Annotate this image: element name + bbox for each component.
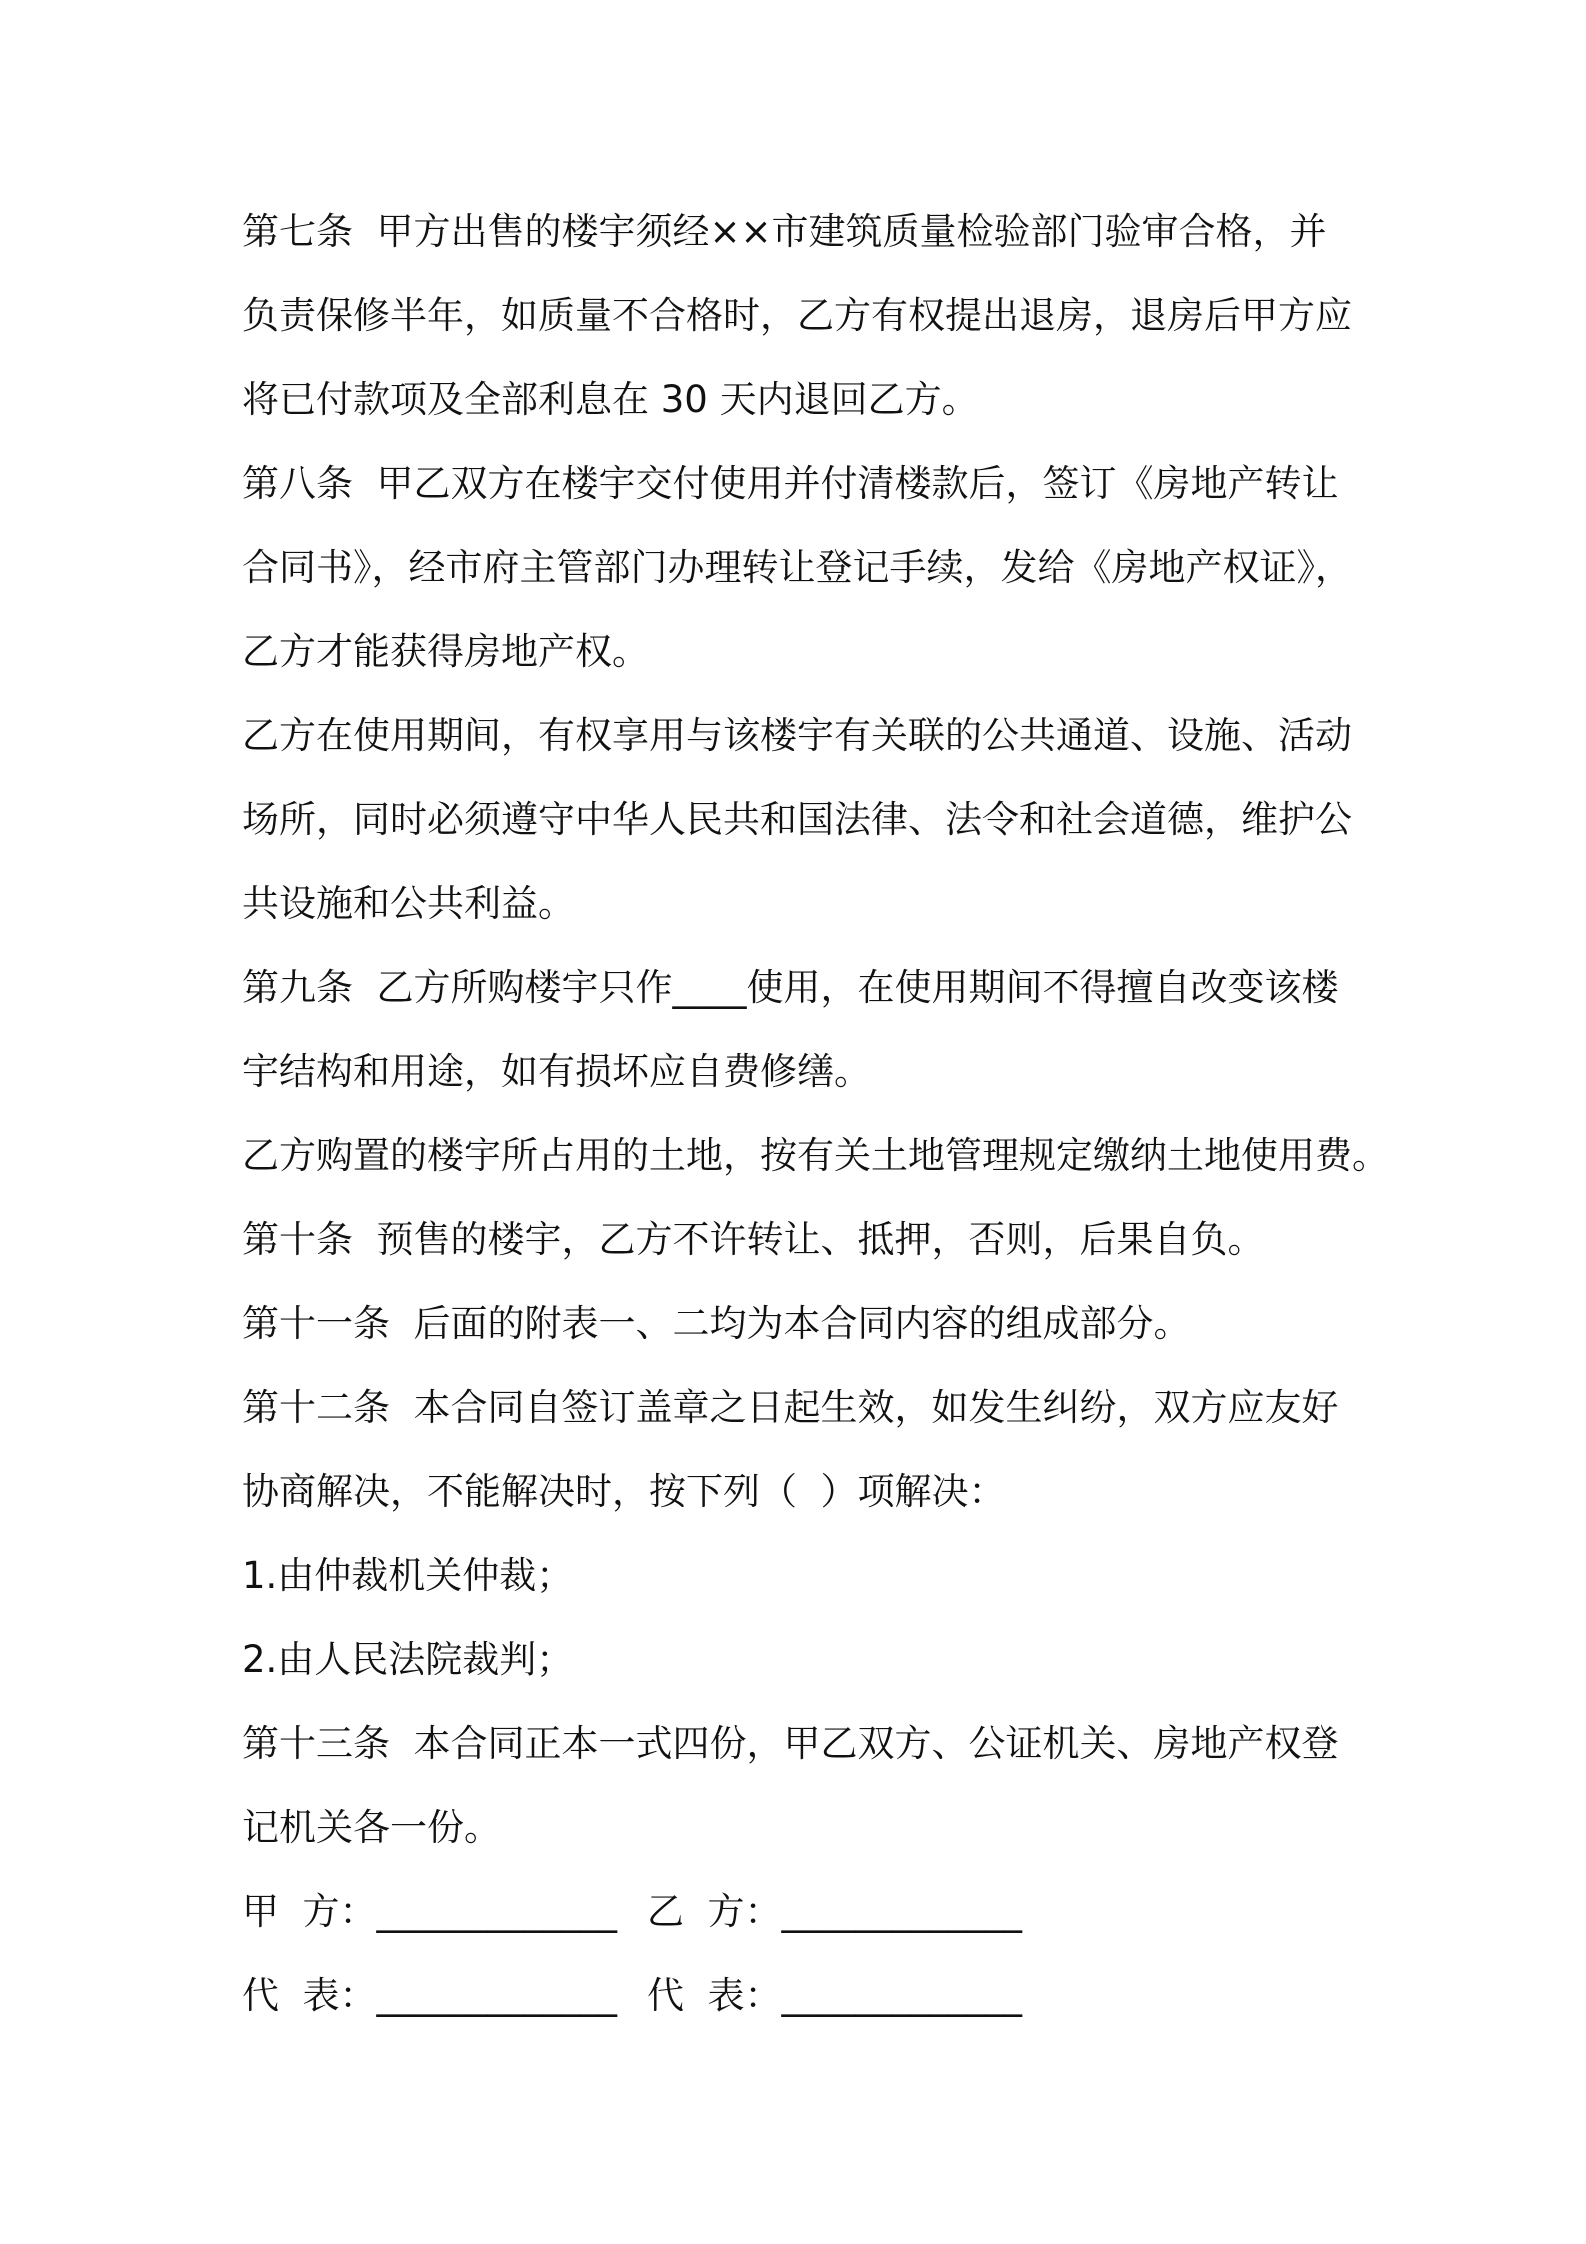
signature-row-party: [242, 1870, 1382, 1954]
article-12-line-2: 协商解决，不能解决时，按下列（ ）项解决：: [242, 1470, 1006, 1513]
option-1-line: 1.由仲裁机关仲裁；: [242, 1554, 574, 1597]
usage-rights-line-3: 共设施和公共利益。: [242, 882, 575, 925]
party-a-representative-field: 代 表：_____________: [242, 1974, 618, 2017]
usage-rights-line-1: 乙方在使用期间，有权享用与该楼宇有关联的公共通道、设施、活动: [242, 714, 1352, 757]
article-8-line-2: 合同书》，经市府主管部门办理转让登记手续，发给《房地产权证》，: [242, 546, 1352, 589]
party-b-signature-field: 乙 方：_____________: [647, 1890, 1023, 1933]
article-11-line: 第十一条 后面的附表一、二均为本合同内容的组成部分。: [242, 1302, 1191, 1345]
article-10-line: 第十条 预售的楼宇，乙方不许转让、抵押，否则，后果自负。: [242, 1218, 1265, 1261]
article-13-line-1: 第十三条 本合同正本一式四份，甲乙双方、公证机关、房地产权登: [242, 1722, 1339, 1765]
land-fee-line: 乙方购置的楼宇所占用的土地，按有关土地管理规定缴纳土地使用费。: [242, 1134, 1389, 1177]
usage-rights-line-2: 场所，同时必须遵守中华人民共和国法律、法令和社会道德，维护公: [242, 798, 1352, 841]
article-9-line-1: 第九条 乙方所购楼宇只作____使用，在使用期间不得擅自改变该楼: [242, 966, 1339, 1009]
party-a-signature-field: 甲 方：_____________: [242, 1890, 618, 1933]
article-7-line-1: 第七条 甲方出售的楼宇须经××市建筑质量检验部门验审合格，并: [242, 210, 1327, 253]
article-8-line-3: 乙方才能获得房地产权。: [242, 630, 649, 673]
article-13-line-2: 记机关各一份。: [242, 1806, 501, 1849]
article-8-line-1: 第八条 甲乙双方在楼宇交付使用并付清楼款后，签订《房地产转让: [242, 462, 1339, 505]
option-2-line: 2.由人民法院裁判；: [242, 1638, 574, 1681]
article-7-line-2: 负责保修半年，如质量不合格时，乙方有权提出退房，退房后甲方应: [242, 294, 1352, 337]
party-b-representative-field: 代 表：_____________: [647, 1974, 1023, 2017]
signature-row-representative: [242, 1954, 1382, 2038]
article-7-line-3: 将已付款项及全部利息在 30 天内退回乙方。: [242, 378, 979, 421]
contract-body: [242, 190, 1389, 2038]
article-9-line-2: 宇结构和用途，如有损坏应自费修缮。: [242, 1050, 871, 1093]
article-12-line-1: 第十二条 本合同自签订盖章之日起生效，如发生纠纷，双方应友好: [242, 1386, 1339, 1429]
